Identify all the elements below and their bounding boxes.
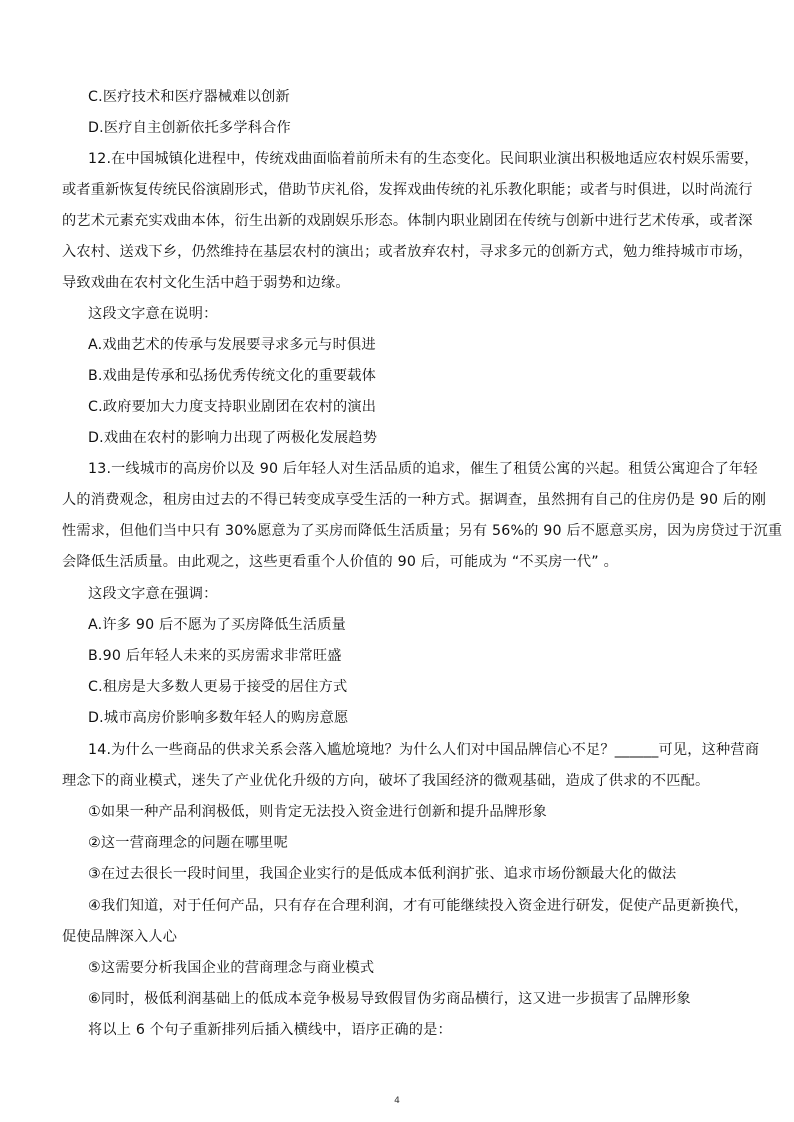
q13-stem-line: 13.一线城市的高房价以及 90 后年轻人对生活品质的追求，催生了租赁公寓的兴起。租赁公寓迎合了年轻: [88, 461, 758, 477]
prev-option-c: C.医疗技术和医疗器械难以创新: [88, 89, 290, 105]
q14-sentence-5: ⑤这需要分析我国企业的营商理念与商业模式: [88, 960, 375, 976]
q13-option-c: C.租房是大多数人更易于接受的居住方式: [88, 679, 348, 695]
page-number: 4: [394, 1096, 400, 1106]
q14-sentence-4-cont: 促使品牌深入人心: [62, 929, 178, 945]
q14-sentence-6: ⑥同时，极低利润基础上的低成本竞争极易导致假冒伪劣商品横行，这又进一步损害了品牌形象: [88, 991, 691, 1007]
q12-stem-line: 导致戏曲在农村文化生活中趋于弱势和边缘。: [62, 275, 350, 291]
q12-prompt: 这段文字意在说明：: [88, 306, 218, 322]
q12-stem-line: 的艺术元素充实戏曲本体，衍生出新的戏剧娱乐形态。体制内职业剧团在传统与创新中进行艺术传承，或者深: [62, 213, 753, 229]
q13-option-b: B.90 后年轻人未来的买房需求非常旺盛: [88, 648, 342, 664]
q14-sentence-2: ②这一营商理念的问题在哪里呢: [88, 835, 288, 851]
q12-option-c: C.政府要加大力度支持职业剧团在农村的演出: [88, 399, 377, 415]
q14-sentence-1: ①如果一种产品利润极低，则肯定无法投入资金进行创新和提升品牌形象: [88, 804, 547, 820]
q13-stem-line: 会降低生活质量。由此观之，这些更看重个人价值的 90 后，可能成为 “不买房一代” 。: [62, 554, 618, 570]
q14-sentence-4: ④我们知道，对于任何产品，只有存在合理利润，才有可能继续投入资金进行研发，促使产品更新换代，: [88, 898, 749, 914]
q12-stem-line: 入农村、送戏下乡，仍然维持在基层农村的演出；或者放弃农村，寻求多元的创新方式，勉力维持城市市场，: [62, 244, 753, 260]
q14-sentence-3: ③在过去很长一段时间里，我国企业实行的是低成本低利润扩张、追求市场份额最大化的做法: [88, 866, 677, 882]
q14-stem-line: 理念下的商业模式，迷失了产业优化升级的方向，破坏了我国经济的微观基础，造成了供求的不匹配。: [62, 773, 710, 789]
q13-option-a: A.许多 90 后不愿为了买房降低生活质量: [88, 617, 347, 633]
q13-stem-line: 性需求，但他们当中只有 30%愿意为了买房而降低生活质量；另有 56%的 90 后不愿意买房，因为房贷过于沉重: [62, 523, 783, 539]
q13-prompt: 这段文字意在强调：: [88, 586, 218, 602]
q13-stem-line: 人的消费观念，租房由过去的不得已转变成享受生活的一种方式。据调查，虽然拥有自己的住房仍是 90 后的刚: [62, 492, 767, 508]
q12-option-d: D.戏曲在农村的影响力出现了两极化发展趋势: [88, 430, 378, 446]
q12-stem-line: 12.在中国城镇化进程中，传统戏曲面临着前所未有的生态变化。民间职业演出积极地适应农村娱乐需要，: [88, 151, 759, 167]
q13-option-d: D.城市高房价影响多数年轻人的购房意愿: [88, 710, 349, 726]
q14-stem-line: 14.为什么一些商品的供求关系会落入尴尬境地？为什么人们对中国品牌信心不足？______可见，这种营商: [88, 742, 760, 758]
prev-option-d: D.医疗自主创新依托多学科合作: [88, 120, 291, 136]
q14-prompt: 将以上 6 个句子重新排列后插入横线中，语序正确的是：: [88, 1022, 452, 1038]
q12-option-b: B.戏曲是传承和弘扬优秀传统文化的重要载体: [88, 368, 377, 384]
q12-stem-line: 或者重新恢复传统民俗演剧形式，借助节庆礼俗，发挥戏曲传统的礼乐教化职能；或者与时俱进，以时尚流行: [62, 182, 753, 198]
q12-option-a: A.戏曲艺术的传承与发展要寻求多元与时俱进: [88, 337, 376, 353]
